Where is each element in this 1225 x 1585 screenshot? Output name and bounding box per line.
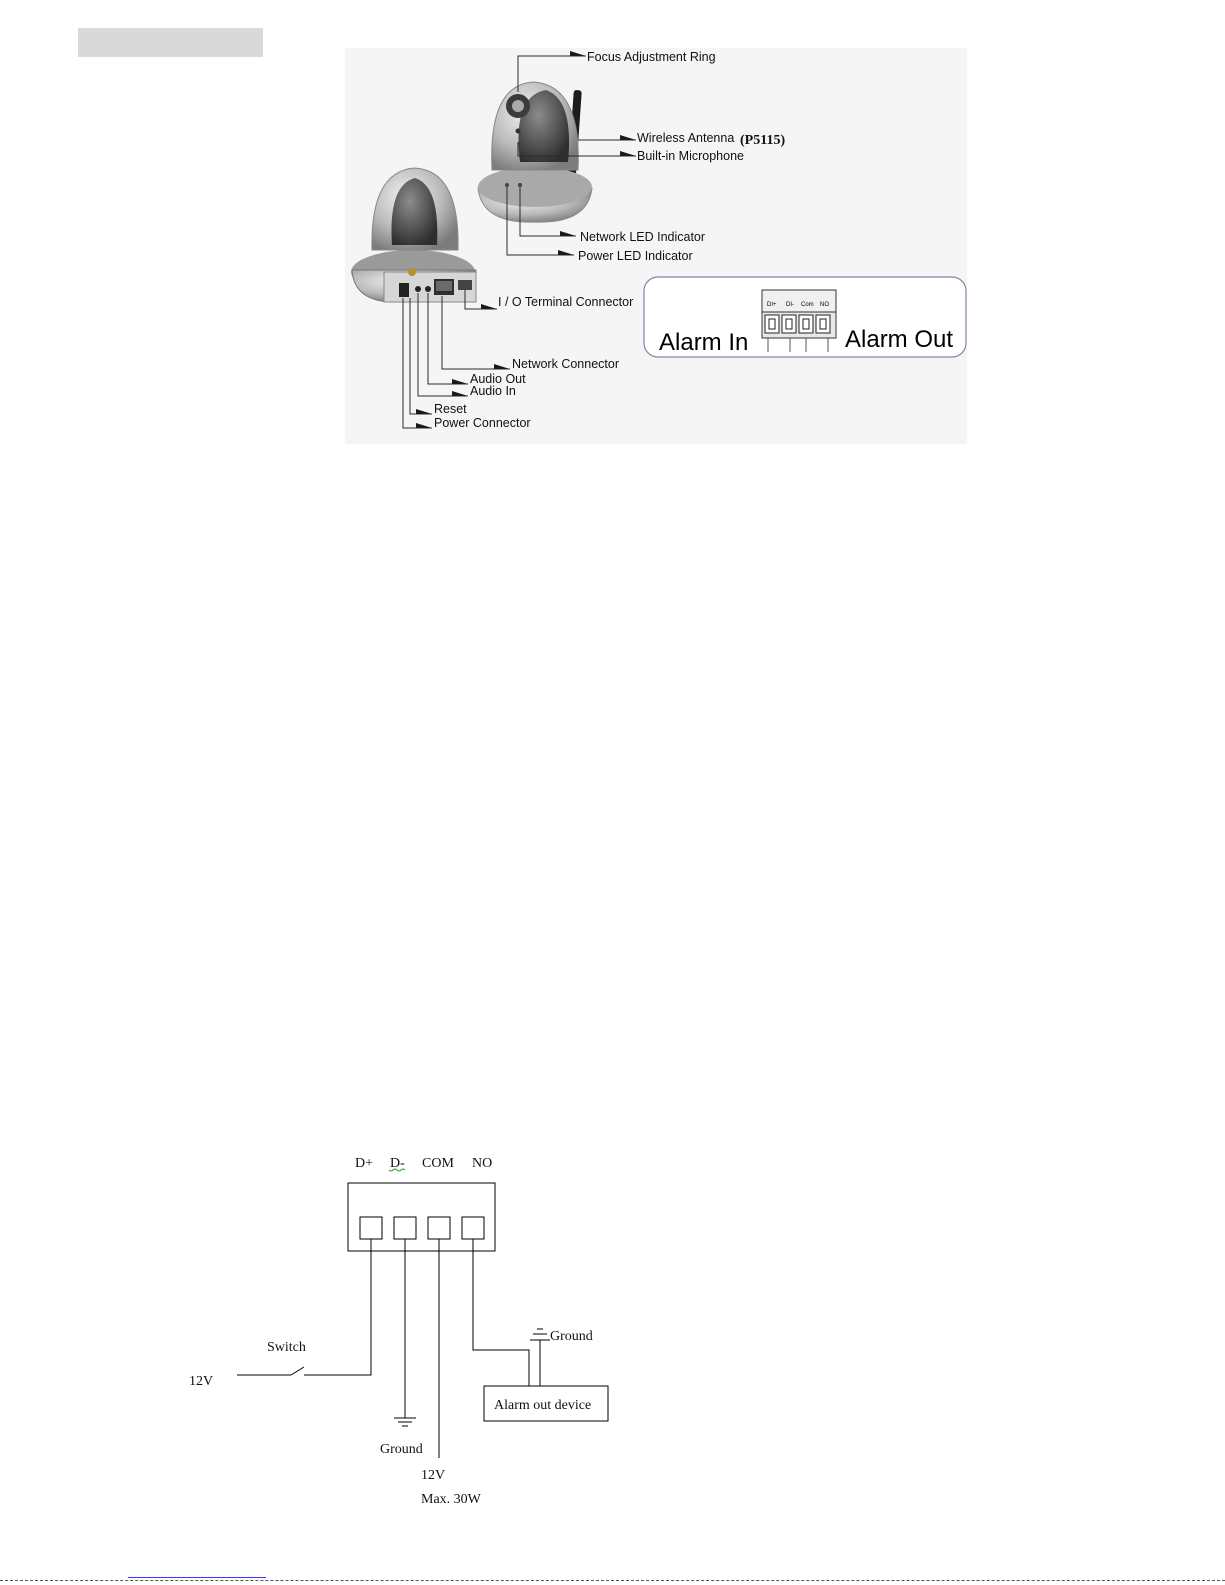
camera-front-illustration: [478, 82, 592, 222]
footer-divider: [0, 1580, 1225, 1581]
pin-label-dplus: D+: [355, 1156, 374, 1171]
callout-microphone: Built-in Microphone: [637, 149, 744, 163]
ground-right-label: Ground: [550, 1329, 593, 1344]
terminal-pin-4: NO: [820, 302, 829, 308]
pin-label-com: COM: [422, 1156, 454, 1171]
callout-network-led: Network LED Indicator: [580, 230, 706, 244]
callout-audio-out: Audio Out: [470, 372, 526, 386]
callout-audio-in: Audio In: [470, 384, 516, 398]
alarm-in-label: Alarm In: [659, 329, 749, 356]
callout-power-led: Power LED Indicator: [578, 249, 693, 263]
camera-rear-illustration: [351, 168, 476, 302]
callout-network-connector: Network Connector: [512, 357, 619, 371]
callout-antenna: Wireless Antenna: [637, 131, 735, 145]
alarm-device-label: Alarm out device: [494, 1398, 592, 1413]
callout-reset: Reset: [434, 402, 467, 416]
alarm-out-label: Alarm Out: [845, 326, 954, 353]
switch-label: Switch: [267, 1340, 306, 1355]
input-voltage-label: 12V: [189, 1374, 214, 1389]
com-voltage-label: 12V: [421, 1468, 446, 1483]
pin-label-dminus: D-: [390, 1156, 405, 1171]
wiring-diagram: [237, 1183, 608, 1458]
max-power-label: Max. 30W: [421, 1492, 481, 1507]
pin-label-no: NO: [472, 1156, 493, 1171]
callout-antenna-model: (P5115): [740, 133, 786, 148]
callout-focus-ring: Focus Adjustment Ring: [587, 50, 716, 64]
terminal-pin-3: Com: [801, 302, 814, 308]
terminal-pin-2: DI-: [786, 302, 794, 308]
callout-power-connector: Power Connector: [434, 416, 531, 430]
terminal-pin-1: DI+: [767, 302, 777, 308]
footer-link-underline[interactable]: [128, 1577, 266, 1578]
callout-io-terminal: I / O Terminal Connector: [498, 295, 634, 309]
ground-left-label: Ground: [380, 1442, 423, 1457]
